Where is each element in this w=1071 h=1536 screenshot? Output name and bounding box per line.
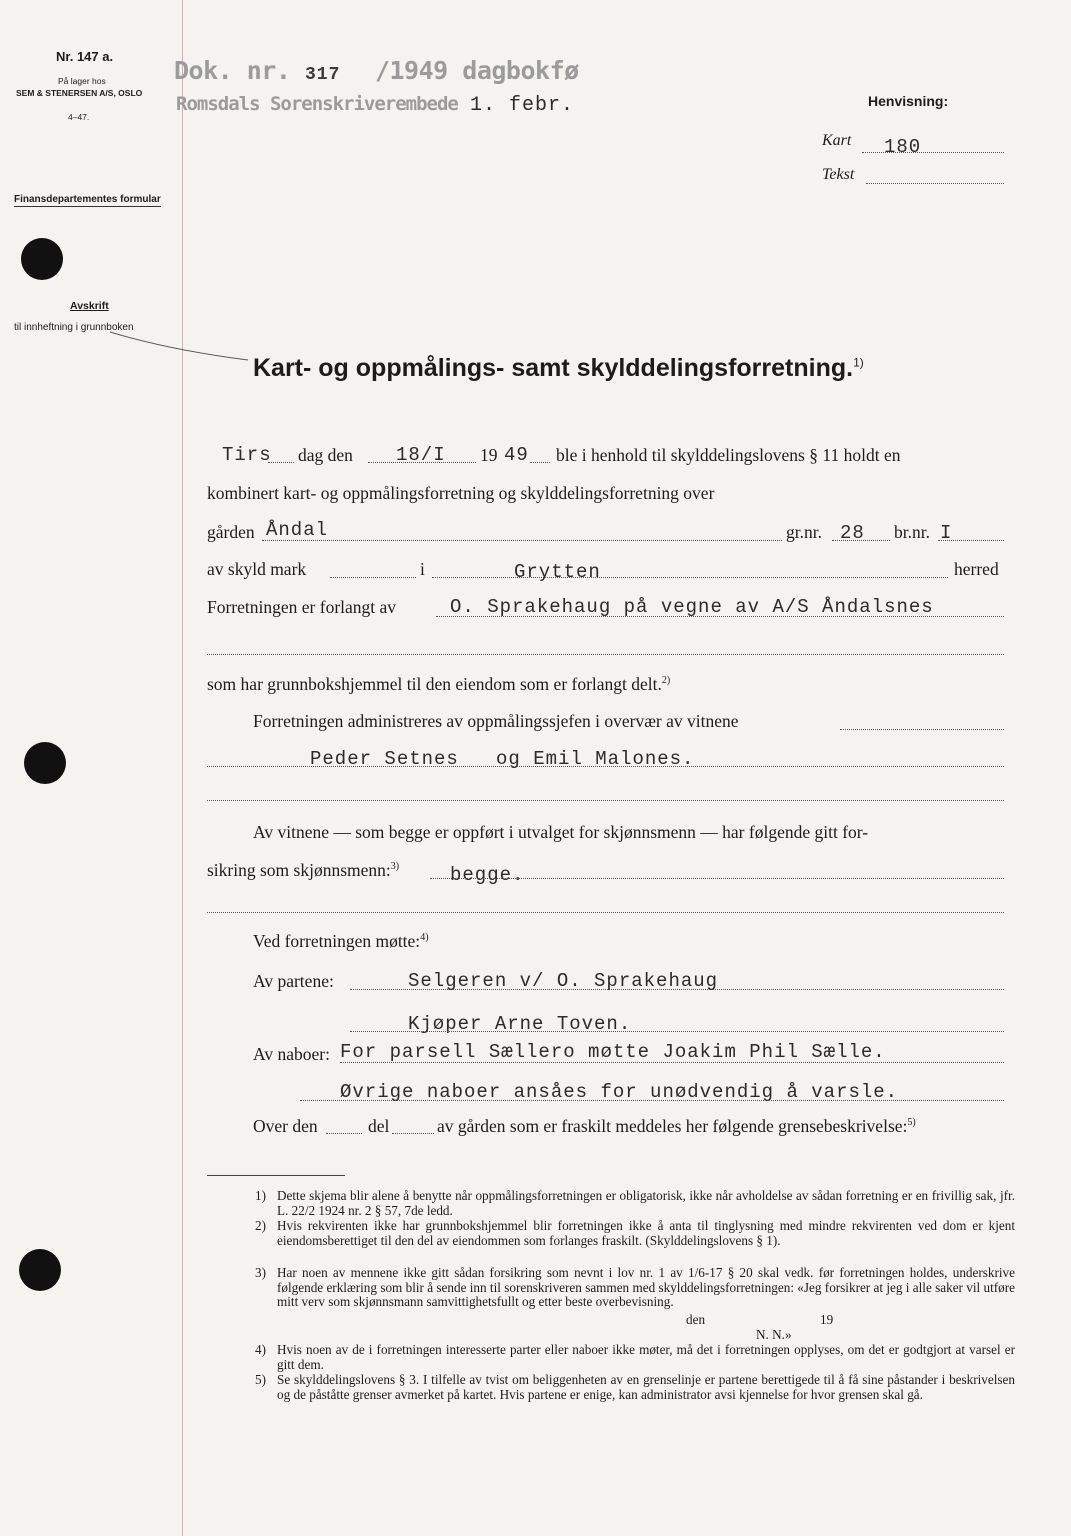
witness-note: 3) bbox=[390, 861, 400, 873]
administered-line: Forretningen administreres av oppmålingssjefen i overvær av vitnene bbox=[253, 711, 739, 731]
boundary-note: 5) bbox=[907, 1117, 916, 1129]
form-number: Nr. 147 a. bbox=[56, 49, 114, 64]
year-prefix: 19 bbox=[480, 445, 498, 465]
footnote-3-year: 19 bbox=[820, 1312, 834, 1327]
witness-line-extra bbox=[207, 912, 1004, 913]
witness-line2-text: sikring som skjønnsmenn: bbox=[207, 860, 391, 880]
witness-line1: Av vitnene — som begge er oppført i utvalget for skjønnsmenn — har følgende gitt for- bbox=[253, 822, 869, 842]
witness-value: begge. bbox=[450, 864, 525, 886]
municipality-line bbox=[432, 577, 948, 578]
administered-line-dots bbox=[840, 729, 1004, 730]
neighbours-value2: Øvrige naboer ansåes for unødvendig å varsle. bbox=[340, 1081, 899, 1103]
stamp-year: /1949 bbox=[374, 56, 448, 85]
parties-value2: Kjøper Arne Toven. bbox=[408, 1013, 632, 1035]
del-line bbox=[392, 1133, 434, 1134]
footnote-2-text: Hvis rekvirenten ikke har grunnbokshjemmel blir forretningen ikke å anta til tinglysning med mindre rekvirenten ved dom er kjent eiendomsberettiget til den del av eiendommen som forlanges fraskilt. (Skylddelingslovens § 1). bbox=[277, 1218, 1015, 1248]
stamp-office: Romsdals Sorenskriverembede bbox=[176, 93, 458, 115]
boundary-line bbox=[437, 1116, 916, 1137]
reference-label: Henvisning: bbox=[868, 93, 949, 109]
year-value: 49 bbox=[504, 444, 529, 466]
stamp-suffix: dagbokfø bbox=[462, 56, 579, 85]
requested-line2 bbox=[207, 654, 1004, 655]
tekst-line bbox=[866, 183, 1004, 184]
line2: kombinert kart- og oppmålingsforretning og skylddelingsforretning over bbox=[207, 483, 715, 503]
footnote-1-text: Dette skjema blir alene å benytte når oppmålingsforretningen er obligatorisk, ikke når avholdelse av sådan forretning er en frivillig sak, jfr. L. 22/2 1924 nr. 2 § 57, 7de ledd. bbox=[277, 1188, 1015, 1218]
i-label: i bbox=[420, 559, 425, 579]
farm-value: Åndal bbox=[266, 519, 329, 541]
grnr-line bbox=[832, 540, 890, 541]
kart-label: Kart bbox=[822, 132, 852, 149]
print-date: 4–47. bbox=[68, 112, 90, 122]
footnote-2 bbox=[255, 1219, 1015, 1248]
present-label bbox=[253, 931, 429, 952]
publisher-line2: SEM & STENERSEN A/S, OSLO bbox=[16, 88, 143, 98]
over-line bbox=[326, 1133, 362, 1134]
farm-label: gården bbox=[207, 522, 255, 542]
present-text: Ved forretningen møtte: bbox=[253, 931, 421, 951]
grunnbok-note: 2) bbox=[661, 675, 671, 687]
footnote-1 bbox=[255, 1189, 1015, 1218]
weekday-label: dag den bbox=[298, 445, 353, 465]
witnesses-line bbox=[207, 766, 1004, 767]
parties-value1: Selgeren v/ O. Sprakehaug bbox=[408, 970, 719, 992]
department-label: Finansdepartementes formular bbox=[14, 194, 161, 205]
stamp-date: 1. febr. bbox=[470, 94, 575, 117]
footnote-separator bbox=[207, 1175, 345, 1176]
requested-value: O. Sprakehaug på vegne av A/S Åndalsnes bbox=[450, 596, 934, 618]
line1-rest: ble i henhold til skylddelingslovens § 11 holdt en bbox=[556, 445, 901, 465]
present-note: 4) bbox=[420, 932, 429, 944]
witness-line2 bbox=[207, 860, 399, 881]
brnr-value: I bbox=[940, 522, 953, 544]
stamp-doc-line bbox=[174, 56, 579, 85]
requested-label: Forretningen er forlangt av bbox=[207, 597, 397, 617]
herred-label: herred bbox=[954, 559, 999, 579]
title-text: Kart- og oppmålings- samt skylddelingsforretning. bbox=[253, 354, 854, 382]
footnote-1-num: 1) bbox=[255, 1188, 266, 1203]
footnote-3-num: 3) bbox=[255, 1265, 266, 1280]
witnesses-line2 bbox=[207, 800, 1004, 801]
copy-label: Avskrift bbox=[70, 300, 109, 312]
footnote-5-text: Se skylddelingslovens § 3. I tilfelle av tvist om beliggenheten av en grenselinje er partene berettigede til å få sine påstander i beskrivelsen og de påståtte grenser avmerket på kartet. Hvis partene er enige, kan administrator avsi kjennelse for hvor grensen skal gå. bbox=[277, 1372, 1015, 1402]
witness-value-line bbox=[430, 878, 1004, 879]
neighbours-value1: For parsell Sællero møtte Joakim Phil Sælle. bbox=[340, 1041, 886, 1063]
grunnbok-line bbox=[207, 674, 670, 695]
footnote-2-num: 2) bbox=[255, 1218, 266, 1233]
grnr-value: 28 bbox=[840, 522, 865, 544]
punch-hole-bottom bbox=[19, 1249, 61, 1291]
municipality-value: Grytten bbox=[514, 561, 601, 583]
copy-pointer-line bbox=[110, 330, 250, 370]
witnesses-value: Peder Setnes og Emil Malones. bbox=[310, 748, 695, 770]
parties-line2 bbox=[350, 1031, 1004, 1032]
stamp-doc-number: 317 bbox=[304, 65, 341, 85]
footnote-5-num: 5) bbox=[255, 1372, 266, 1387]
stamp-doc-prefix: Dok. nr. bbox=[174, 56, 291, 85]
title-note: 1) bbox=[853, 355, 864, 370]
footnote-3-text: Har noen av mennene ikke gitt sådan forsikring som nevnt i lov nr. 1 av 1/6-17 § 20 skal vedk. før forretningen holdes, underskrive følgende erklæring som blir å sende inn til sorenskriveren sammen med skylddelingsforretningen: «Jeg forsikrer at jeg i alle saker vil utføre mitt verv som skjønnsmann samvittighetsfullt og etter beste overbevisning. bbox=[277, 1265, 1015, 1310]
footnote-5 bbox=[255, 1373, 1015, 1402]
date-value: 18/I bbox=[396, 444, 446, 466]
skyld-label: av skyld mark bbox=[207, 559, 307, 579]
boundary-text: av gården som er fraskilt meddeles her følgende grensebeskrivelse: bbox=[437, 1116, 908, 1136]
punch-hole-top bbox=[21, 238, 63, 280]
neighbours-line2 bbox=[300, 1100, 1004, 1101]
footnote-4-num: 4) bbox=[255, 1342, 266, 1357]
neighbours-label: Av naboer: bbox=[253, 1044, 330, 1064]
footnote-3-den: den bbox=[686, 1312, 706, 1327]
margin-rule bbox=[182, 0, 183, 1536]
grunnbok-text: som har grunnbokshjemmel til den eiendom som er forlangt delt. bbox=[207, 674, 662, 694]
tekst-label: Tekst bbox=[822, 166, 855, 183]
punch-hole-middle bbox=[24, 742, 66, 784]
copy-note: til innheftning i grunnboken bbox=[14, 322, 134, 333]
brnr-label: br.nr. bbox=[894, 522, 930, 542]
footnote-3-signature: N. N.» bbox=[756, 1327, 792, 1342]
kart-value: 180 bbox=[884, 136, 922, 158]
publisher-line1: På lager hos bbox=[58, 76, 106, 86]
skyld-line bbox=[330, 577, 416, 578]
footnote-4-text: Hvis noen av de i forretningen interesserte parter eller naboer ikke møter, må det i forretningen opplyses, om det er godtgjort at varsel er gitt dem. bbox=[277, 1342, 1015, 1372]
year-line bbox=[530, 462, 550, 463]
page-title bbox=[253, 354, 864, 383]
footnote-4 bbox=[255, 1343, 1015, 1372]
brnr-line bbox=[938, 540, 1004, 541]
neighbours-line1 bbox=[340, 1062, 1004, 1063]
footnote-3 bbox=[255, 1266, 1015, 1310]
parties-label: Av partene: bbox=[253, 971, 334, 991]
over-label: Over den bbox=[253, 1116, 318, 1136]
del-label: del bbox=[368, 1116, 390, 1136]
grnr-label: gr.nr. bbox=[786, 522, 822, 542]
requested-line bbox=[436, 616, 1004, 617]
weekday-value: Tirs bbox=[222, 444, 272, 466]
farm-line bbox=[262, 540, 782, 541]
weekday-line bbox=[268, 462, 294, 463]
